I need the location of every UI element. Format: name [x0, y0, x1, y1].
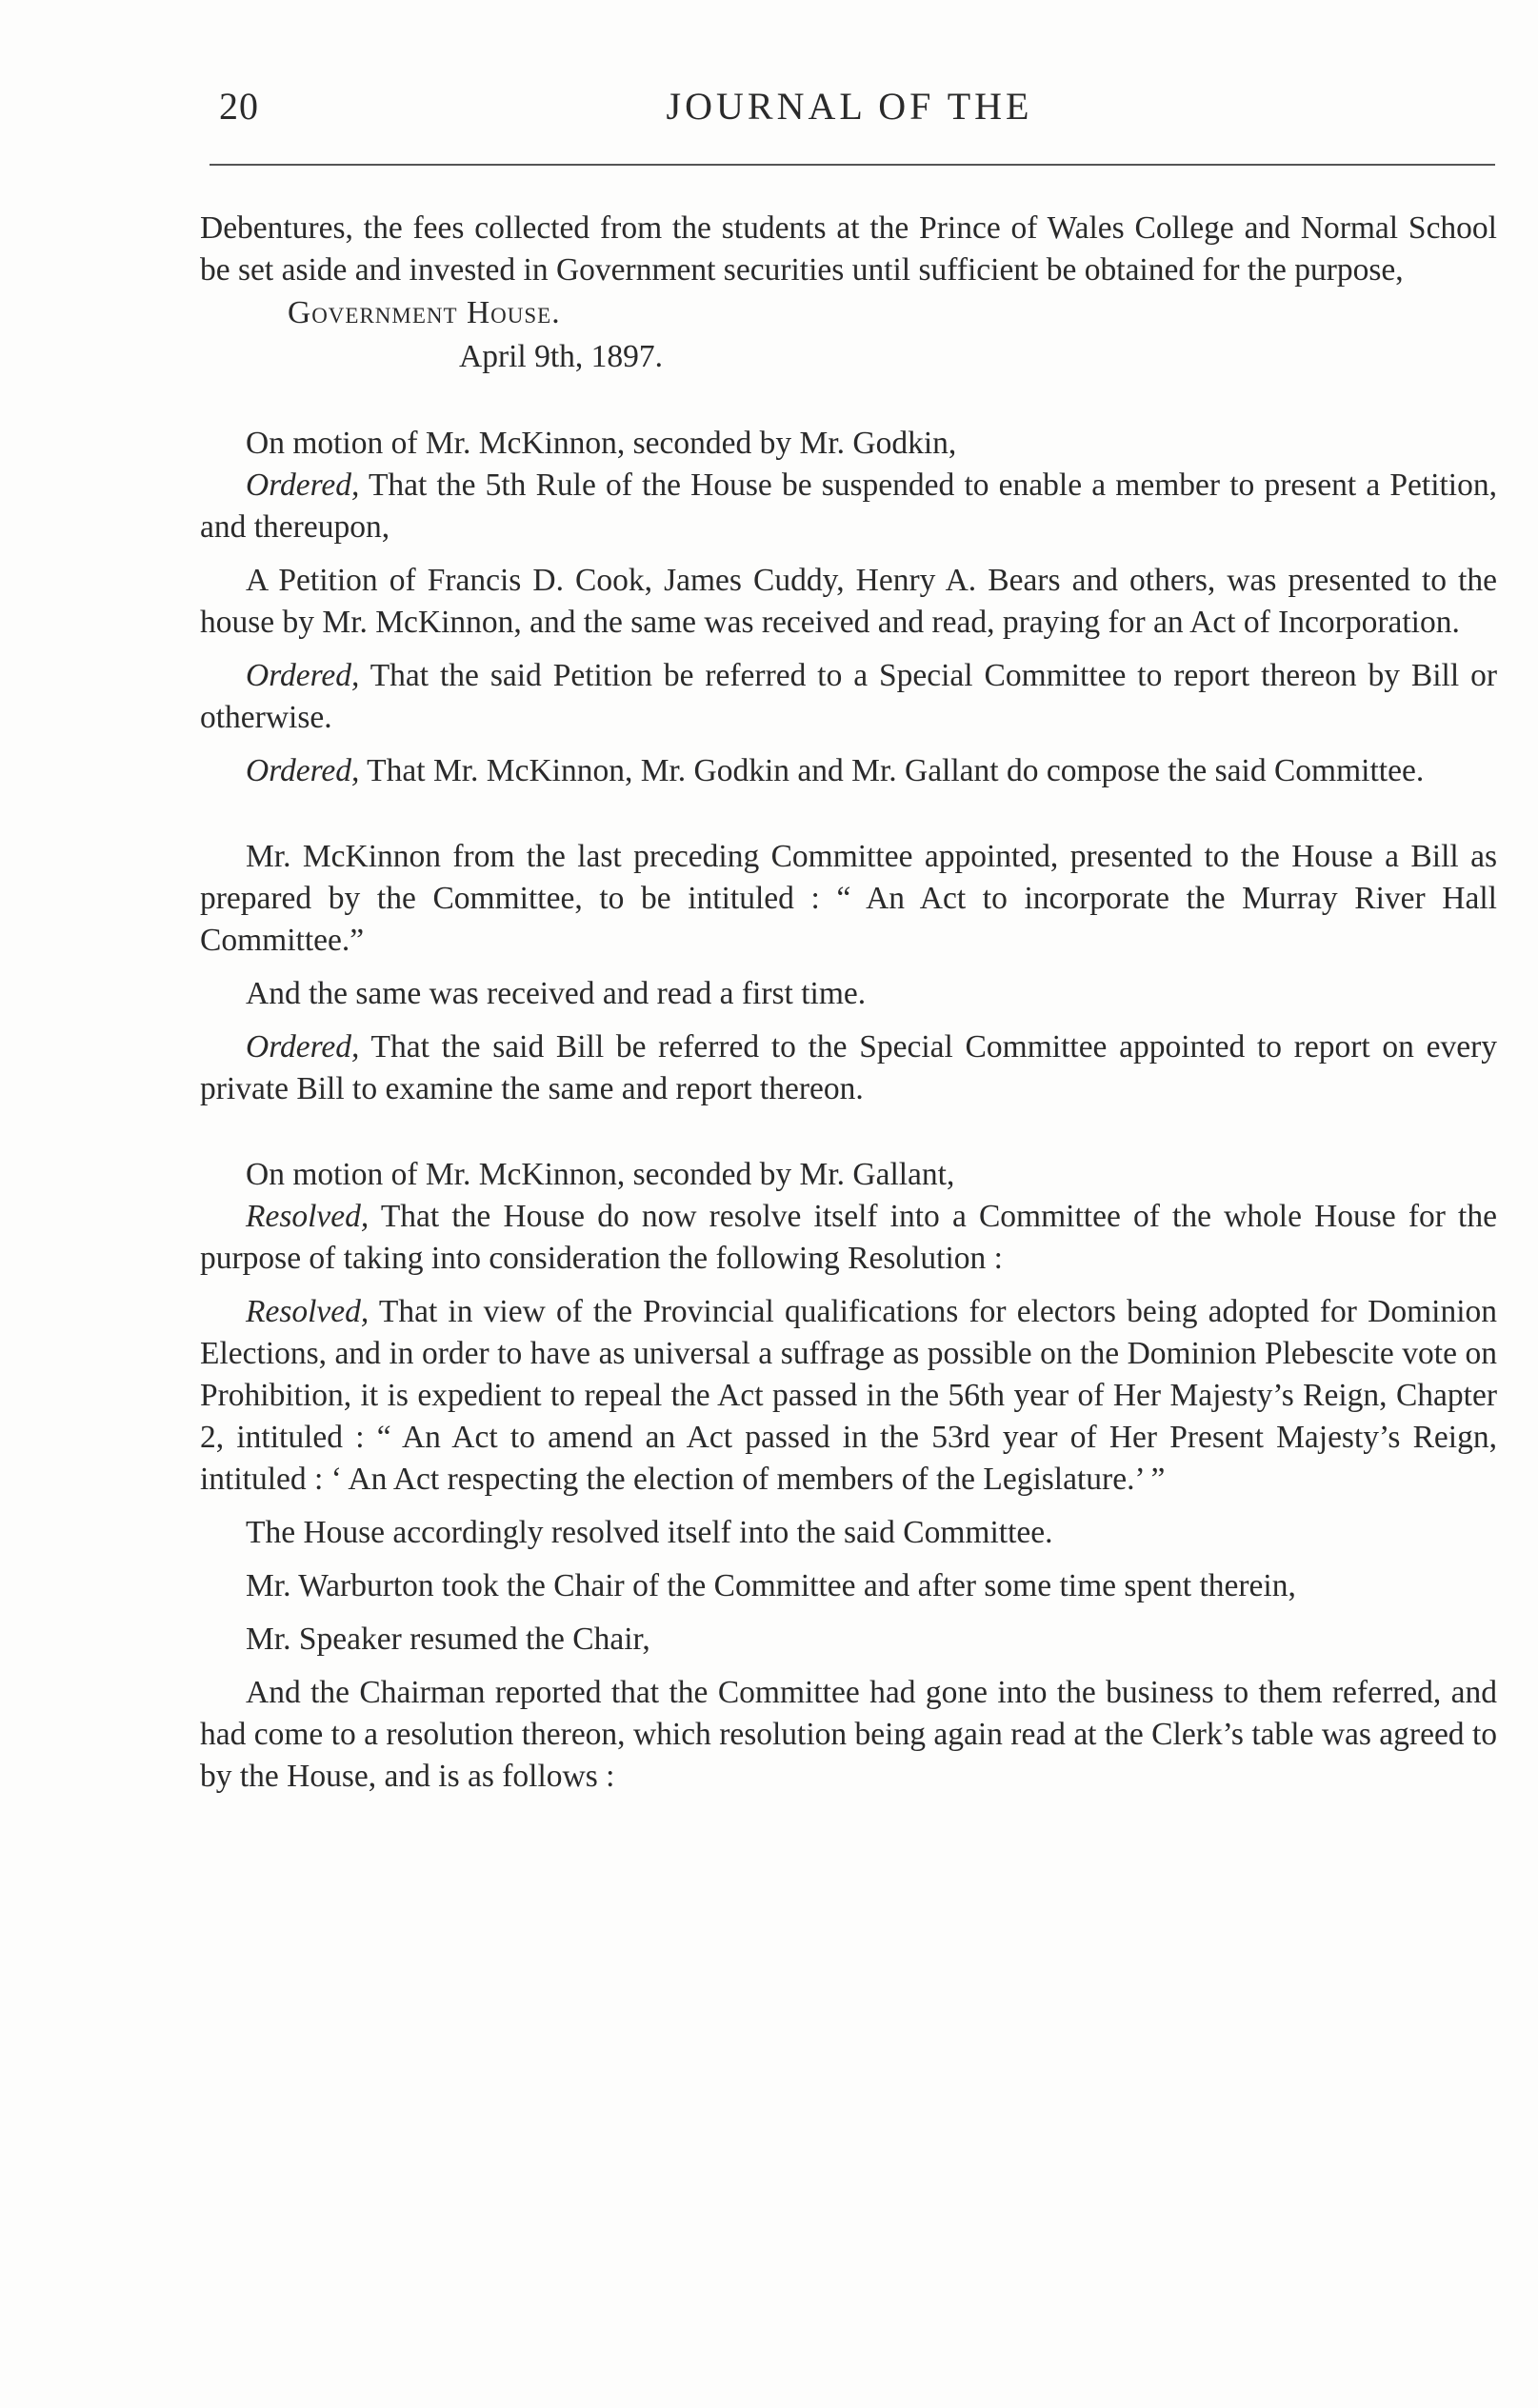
signature-date: April 9th, 1897.: [459, 339, 664, 374]
paragraph-chairman-reported: [200, 1672, 1497, 1798]
section-gap: [200, 379, 1497, 423]
paragraph-bill-presented: [200, 836, 1497, 962]
running-head: JOURNAL OF THE: [666, 85, 1033, 128]
paragraph-petition: [200, 560, 1497, 644]
page-number: 20: [219, 85, 259, 128]
paragraph-motion-1: [200, 423, 1497, 465]
paragraph-text: And the Chairman reported that the Committee had gone into the business to them referred, and had come to a resolution thereon, which resolution being again read at the Clerk’s table was agreed to by the House, and is as follows :: [200, 1675, 1497, 1794]
paragraph-text: That Mr. McKinnon, Mr. Godkin and Mr. Gallant do compose the said Committee.: [359, 753, 1425, 788]
section-gap: [200, 1110, 1497, 1154]
paragraph-gap: [200, 1015, 1497, 1026]
paragraph-gap: [200, 644, 1497, 655]
paragraph-lead: Ordered,: [246, 1029, 360, 1065]
paragraph-text: And the same was received and read a first time.: [246, 976, 867, 1011]
paragraph-gap: [200, 1280, 1497, 1291]
paragraph-warburton-chair: [200, 1565, 1497, 1607]
paragraph-gap: [200, 1607, 1497, 1619]
section-gap: [200, 792, 1497, 836]
paragraph-lead: Ordered,: [246, 753, 360, 788]
paragraph-lead: Resolved,: [246, 1294, 370, 1329]
paragraph-ordered-rule: [200, 465, 1497, 548]
paragraph-text: Mr. Warburton took the Chair of the Committee and after some time spent therein,: [246, 1568, 1296, 1603]
page-header: [202, 84, 1497, 141]
opening-paragraph: Debentures, the fees collected from the students at the Prince of Wales College and Normal School be set aside and invested in Government securities until sufficient be obtained for the purpose,: [200, 210, 1497, 288]
paragraph-text: That the said Petition be referred to a Special Committee to report thereon by Bill or otherwise.: [200, 658, 1497, 735]
header-rule: [210, 164, 1495, 166]
signature-block: [200, 291, 1497, 379]
paragraph-motion-2: [200, 1154, 1497, 1196]
paragraph-text: That in view of the Provincial qualifications for electors being adopted for Dominion Elections, and in order to have as universal a suffrage as possible on the Dominion Plebescite vote on Prohibition, it is expedient to repeal the Act passed in the 56th year of Her Majesty’s Reign, Chapter 2, intituled : “ An Act to amend an Act passed in the 53rd year of Her Present Majesty’s Reign, intituled : ‘ An Act respecting the election of members of the Legislature.’ ”: [200, 1294, 1497, 1497]
paragraph-speaker-resumed: [200, 1619, 1497, 1661]
paragraph-gap: [200, 739, 1497, 750]
paragraph-first-reading: [200, 973, 1497, 1015]
paragraph-text: That the 5th Rule of the House be suspended to enable a member to present a Petition, and thereupon,: [200, 468, 1497, 545]
paragraph-lead: Ordered,: [246, 658, 360, 693]
paragraph-gap: [200, 1554, 1497, 1565]
paragraph-text: That the House do now resolve itself into a Committee of the whole House for the purpose of taking into consideration the following Resolution :: [200, 1199, 1497, 1276]
body-text: [200, 208, 1497, 1798]
paragraph-text: Mr. Speaker resumed the Chair,: [246, 1622, 650, 1657]
paragraph-ordered-committee: [200, 750, 1497, 792]
paragraph-resolved-committee: [200, 1196, 1497, 1280]
paragraph-resolved-repeal: [200, 1291, 1497, 1501]
paragraph-ordered-referred: [200, 655, 1497, 739]
signature-organization: Government House.: [288, 295, 561, 330]
paragraph-text: That the said Bill be referred to the Special Committee appointed to report on every private Bill to examine the same and report thereon.: [200, 1029, 1497, 1106]
paragraph-ordered-bill: [200, 1026, 1497, 1110]
paragraph-gap: [200, 1501, 1497, 1512]
paragraph-text: On motion of Mr. McKinnon, seconded by Mr. Gallant,: [246, 1157, 955, 1192]
paragraph-text: Mr. McKinnon from the last preceding Committee appointed, presented to the House a Bill as prepared by the Committee, to be intituled : “ An Act to incorporate the Murray River Hall Committee.”: [200, 839, 1497, 958]
paragraph-lead: Resolved,: [246, 1199, 370, 1234]
paragraph-house-resolved: [200, 1512, 1497, 1554]
paragraph-text: A Petition of Francis D. Cook, James Cuddy, Henry A. Bears and others, was presented to the house by Mr. McKinnon, and the same was received and read, praying for an Act of Incorporation.: [200, 563, 1497, 640]
paragraph-gap: [200, 1661, 1497, 1672]
paragraph-lead: Ordered,: [246, 468, 360, 503]
paragraph-text: On motion of Mr. McKinnon, seconded by Mr. Godkin,: [246, 426, 957, 461]
paragraph-gap: [200, 548, 1497, 560]
paragraph-gap: [200, 962, 1497, 973]
paragraph-text: The House accordingly resolved itself into the said Committee.: [246, 1515, 1053, 1550]
